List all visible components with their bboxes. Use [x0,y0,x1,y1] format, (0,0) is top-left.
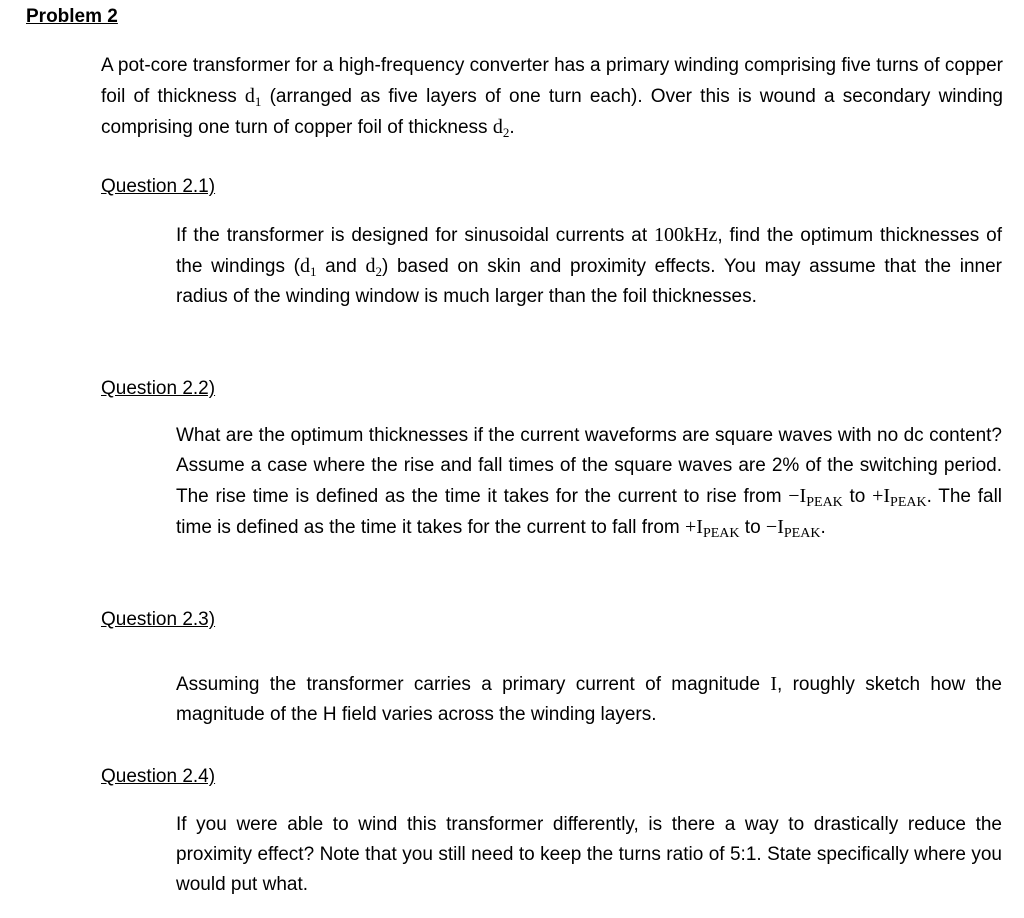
symbol-neg-ipeak: $-I_{PEAK}$ [765,516,821,541]
problem-title: Problem 2 [26,6,118,27]
intro-text-1: A pot-core transformer for a high-frequency converter has a primary winding comprising five turns of copper foil of thickness [101,55,1003,107]
question-2-3-heading: Question 2.3) [101,609,216,630]
symbol-d2: $d_2$ [492,116,510,140]
symbol-neg-ipeak: $-I_{PEAK}$ [788,485,843,510]
question-2-4-heading: Question 2.4) [101,766,216,787]
symbol-d2: $d_2$ [365,255,382,279]
question-2-1-body: If the transformer is designed for sinusoidal currents at 100kHz, find the optimum thicknesses of the windings ($d_1$ and $d_2$) based on skin and proximity effects. You may assume that the inner radius of the winding window is much larger than the foil thicknesses. [176,224,1003,307]
symbol-pos-ipeak: $+I_{PEAK}$ [685,516,740,541]
intro-text-2: (arranged as five layers of one turn each). Over this is wound a secondary winding comprising one turn of copper foil of thickness [101,86,1004,138]
intro-text-3: . [509,117,515,138]
question-2-3-body: Assuming the transformer carries a primary current of magnitude I, roughly sketch how the magnitude of the H field varies across the winding layers. [176,673,1002,725]
symbol-pos-ipeak: $+I_{PEAK}$ [872,485,927,510]
symbol-d1: $d_1$ [244,85,262,109]
question-2-2-heading: Question 2.2) [101,378,216,399]
problem-intro [101,51,1003,143]
symbol-i: I [770,673,777,695]
question-2-1-heading: Question 2.1) [101,176,216,197]
symbol-d1: $d_1$ [299,255,317,279]
question-2-4-body: If you were able to wind this transformer differently, is there a way to drastically reduce the proximity effect? Note that you still need to keep the turns ratio of 5:1. State specifically where you would put what. [176,814,1002,895]
question-2-2-body: What are the optimum thicknesses if the current waveforms are square waves with no dc content? Assume a case where the rise and fall times of the square waves are 2% of the switching period. The rise time is defined as the time it takes for the current to rise from $-I_{PEAK}$ to $+I_{PEAK}$. The fall time is defined as the time it takes for the current to fall from $+I_{PEAK}$ to $-I_{PEAK}$. [176,425,1003,541]
frequency-value: 100kHz [654,224,718,246]
